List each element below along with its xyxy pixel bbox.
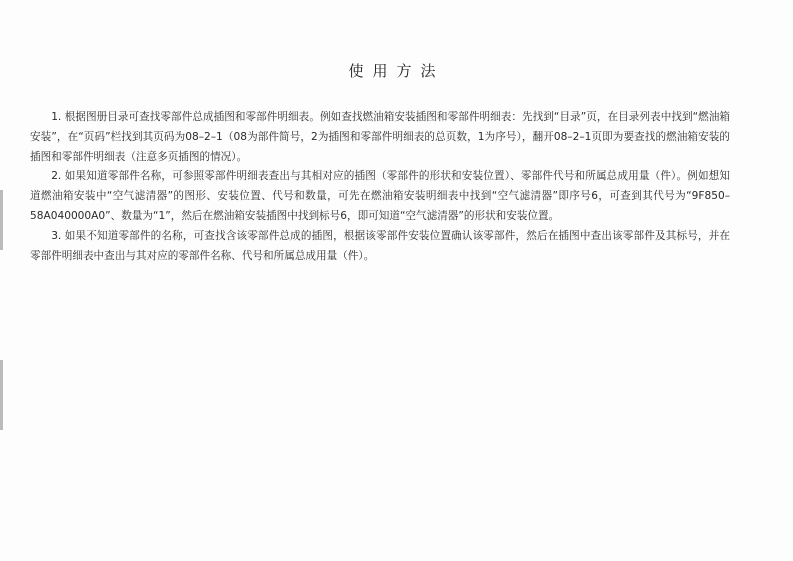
page-title: 使用方法: [348, 62, 445, 80]
scan-edge-mark: [0, 360, 3, 430]
paragraph-2: 2. 如果知道零部件名称，可参照零部件明细表查出与其相对应的插图（零部件的形状和安装位置）、零部件代号和所属总成用量（件）。例如想知道燃油箱安装中“空气滤清器”的图形、安装位置、代号和数量，可先在燃油箱安装明细表中找到“空气滤清器”即序号6，可查到其代号为“9F850–58A040000A0”、数量为“1”，然后在燃油箱安装插图中找到标号6，即可知道“空气滤清器”的形状和安装位置。: [30, 170, 730, 222]
instructions-body: [30, 108, 730, 266]
scan-edge-mark: [0, 190, 3, 250]
paragraph-3: 3. 如果不知道零部件的名称，可查找含该零部件总成的插图，根据该零部件安装位置确认该零部件，然后在插图中查出该零部件及其标号，并在零部件明细表中查出与其对应的零部件名称、代号和所属总成用量（件）。: [30, 229, 730, 262]
paragraph-1: 1. 根据图册目录可查找零部件总成插图和零部件明细表。例如查找燃油箱安装插图和零部件明细表：先找到“目录”页，在目录列表中找到“燃油箱安装”，在“页码”栏找到其页码为08–2–1（08为部件简号，2为插图和零部件明细表的总页数，1为序号），翻开08–2–1页即为要查找的燃油箱安装的插图和零部件明细表（注意多页插图的情况）。: [30, 111, 730, 163]
